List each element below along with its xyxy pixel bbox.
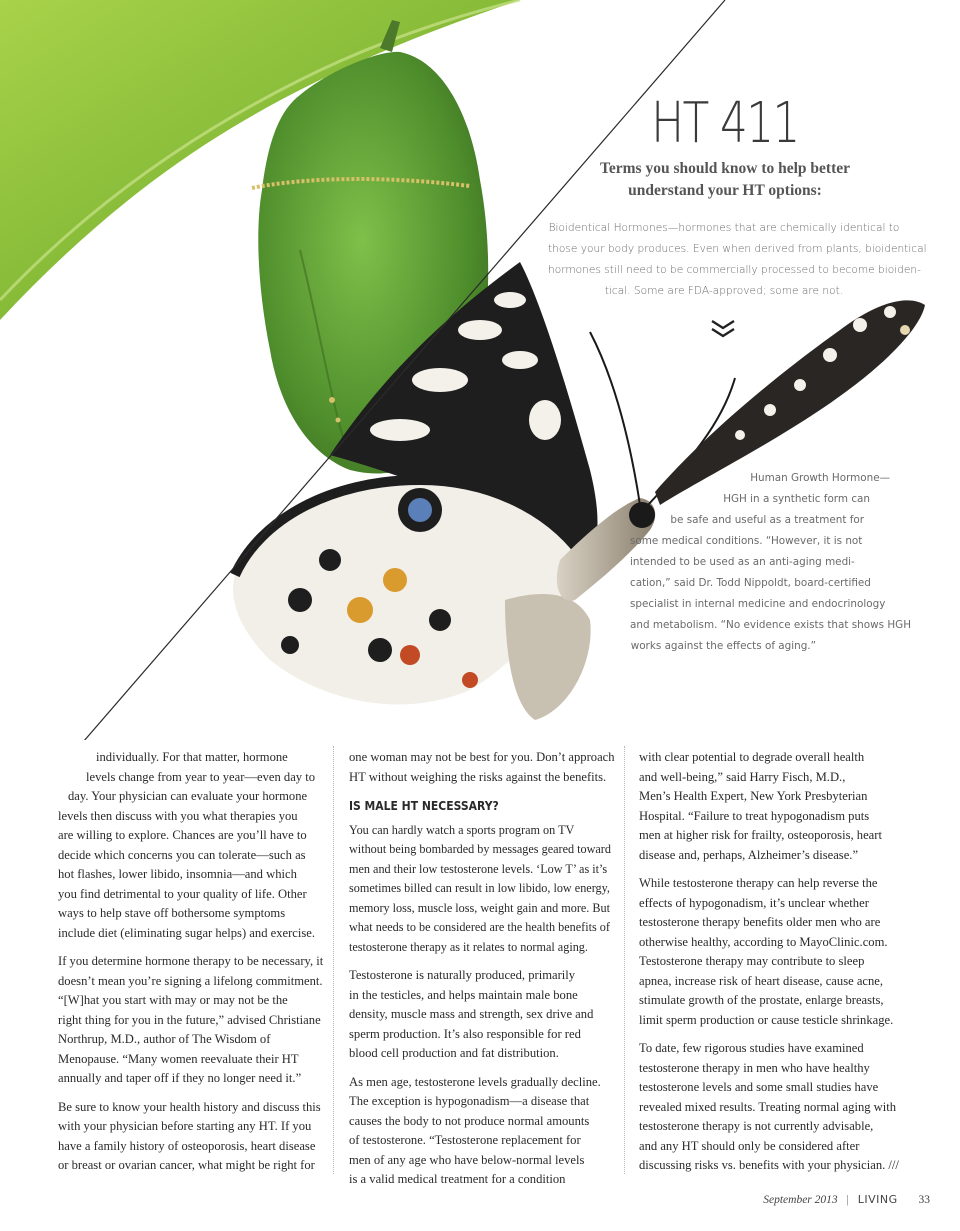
section-name: LIVING (857, 1193, 898, 1206)
paragraph: individually. For that matter, hormone levels change from year to year—even day to day. Your physician can evaluate your hormone levels then discuss with you what therapies you are willing to explore. Chances are you’ll have to decide which concerns you can tolerate—such as hot flashes, lower libido, insomnia—and which you find detrimental to your quality of life. Other ways to help stave off bothersome symptoms include diet (eliminating sugar helps) and exercise. (58, 750, 316, 940)
page-number: 33 (918, 1194, 930, 1206)
column-rule (333, 746, 334, 1174)
paragraph: You can hardly watch a sports program on TV without being bombarded by messages geared toward men and their low testosterone levels. ‘Low T’ as it’s sometimes billed can result in low libido, low energy, memory loss, muscle loss, weight gain and more. But what needs to be considered are the health benefits of testosterone therapy as it relates to normal aging. (349, 822, 611, 954)
column-rule (624, 746, 625, 1174)
paragraph: If you determine hormone therapy to be necessary, it doesn’t mean you’re signing a lifelong commitment. “[W]hat you start with may or may not be the right thing for you in the future,” advised Christiane Northrup, M.D., author of The Wisdom of Menopause. “Many women reevaluate their HT annually and taper off if they no longer need it.” (58, 954, 324, 1085)
article-column-1 (58, 748, 324, 1185)
paragraph: Be sure to know your health history and discuss this with your physician before starting any HT. If you have a family history of osteoporosis, heart disease or breast or ovarian cancer, what might be right for (58, 1099, 321, 1172)
issue-date: September 2013 (763, 1194, 838, 1206)
page-subtitle: Terms you should know to help better understand your HT options: (599, 160, 851, 199)
paragraph: Testosterone is naturally produced, primarily in the testicles, and helps maintain male bone density, muscle mass and strength, sex drive and sperm production. It’s also responsible for red blood cell production and fat distribution. (349, 968, 594, 1060)
page-title: HT 411 (651, 91, 799, 156)
paragraph: with clear potential to degrade overall health and well-being,” said Harry Fisch, M.D., Men’s Health Expert, New York Presbyterian Hospital. “Failure to treat hypogonadism puts men at higher risk for frailty, osteoporosis, heart disease and, perhaps, Alzheimer’s disease.” (639, 750, 882, 862)
article-column-3 (639, 748, 907, 1185)
footer-separator: | (846, 1194, 849, 1206)
header (540, 91, 910, 202)
paragraph: To date, few rigorous studies have examined testosterone therapy in men who have healthy testosterone levels and some small studies have revealed mixed results. Treating normal aging with testosterone therapy is not currently advisable, and any HT should only be considered after discussing risks vs. benefits with your physician. /// (639, 1041, 899, 1172)
page-footer (763, 1193, 930, 1206)
paragraph: As men age, testosterone levels gradually decline. The exception is hypogonadism—a disease that causes the body to not produce normal amounts of testosterone. “Testosterone replacement for men of any age who have below-normal levels is a valid medical treatment for a condition (349, 1074, 601, 1186)
paragraph: one woman may not be best for you. Don’t approach HT without weighing the risks against the benefits. (349, 750, 615, 784)
section-heading: IS MALE HT NECESSARY? (349, 799, 499, 813)
double-chevron-down-icon (710, 318, 736, 340)
bioidentical-definition: Bioidentical Hormones—hormones that are chemically identical to those your body produces. Even when derived from plants, bioidentical hormones still need to be commercially processed to become bioiden- tical. Some are FDA-approved; some are not. (548, 222, 927, 297)
hgh-definition: Human Growth Hormone— HGH in a synthetic form can be safe and useful as a treatment for some medical conditions. “However, it is not intended to be used as an anti-aging medi- cation,” said Dr. Todd Nippoldt, board-certified specialist in internal medicine and endocrinology and metabolism. “No evidence exists that shows HGH works against the effects of aging.” (630, 472, 912, 652)
paragraph: While testosterone therapy can help reverse the effects of hypogonadism, it’s unclear whether testosterone therapy benefits older men who are otherwise healthy, according to MayoClinic.com. Testosterone therapy may contribute to sleep apnea, increase risk of heart disease, cause acne, stimulate growth of the prostate, enlarge breasts, limit sperm production or cause testicle shrinkage. (639, 876, 894, 1027)
article-column-2 (349, 748, 613, 1199)
